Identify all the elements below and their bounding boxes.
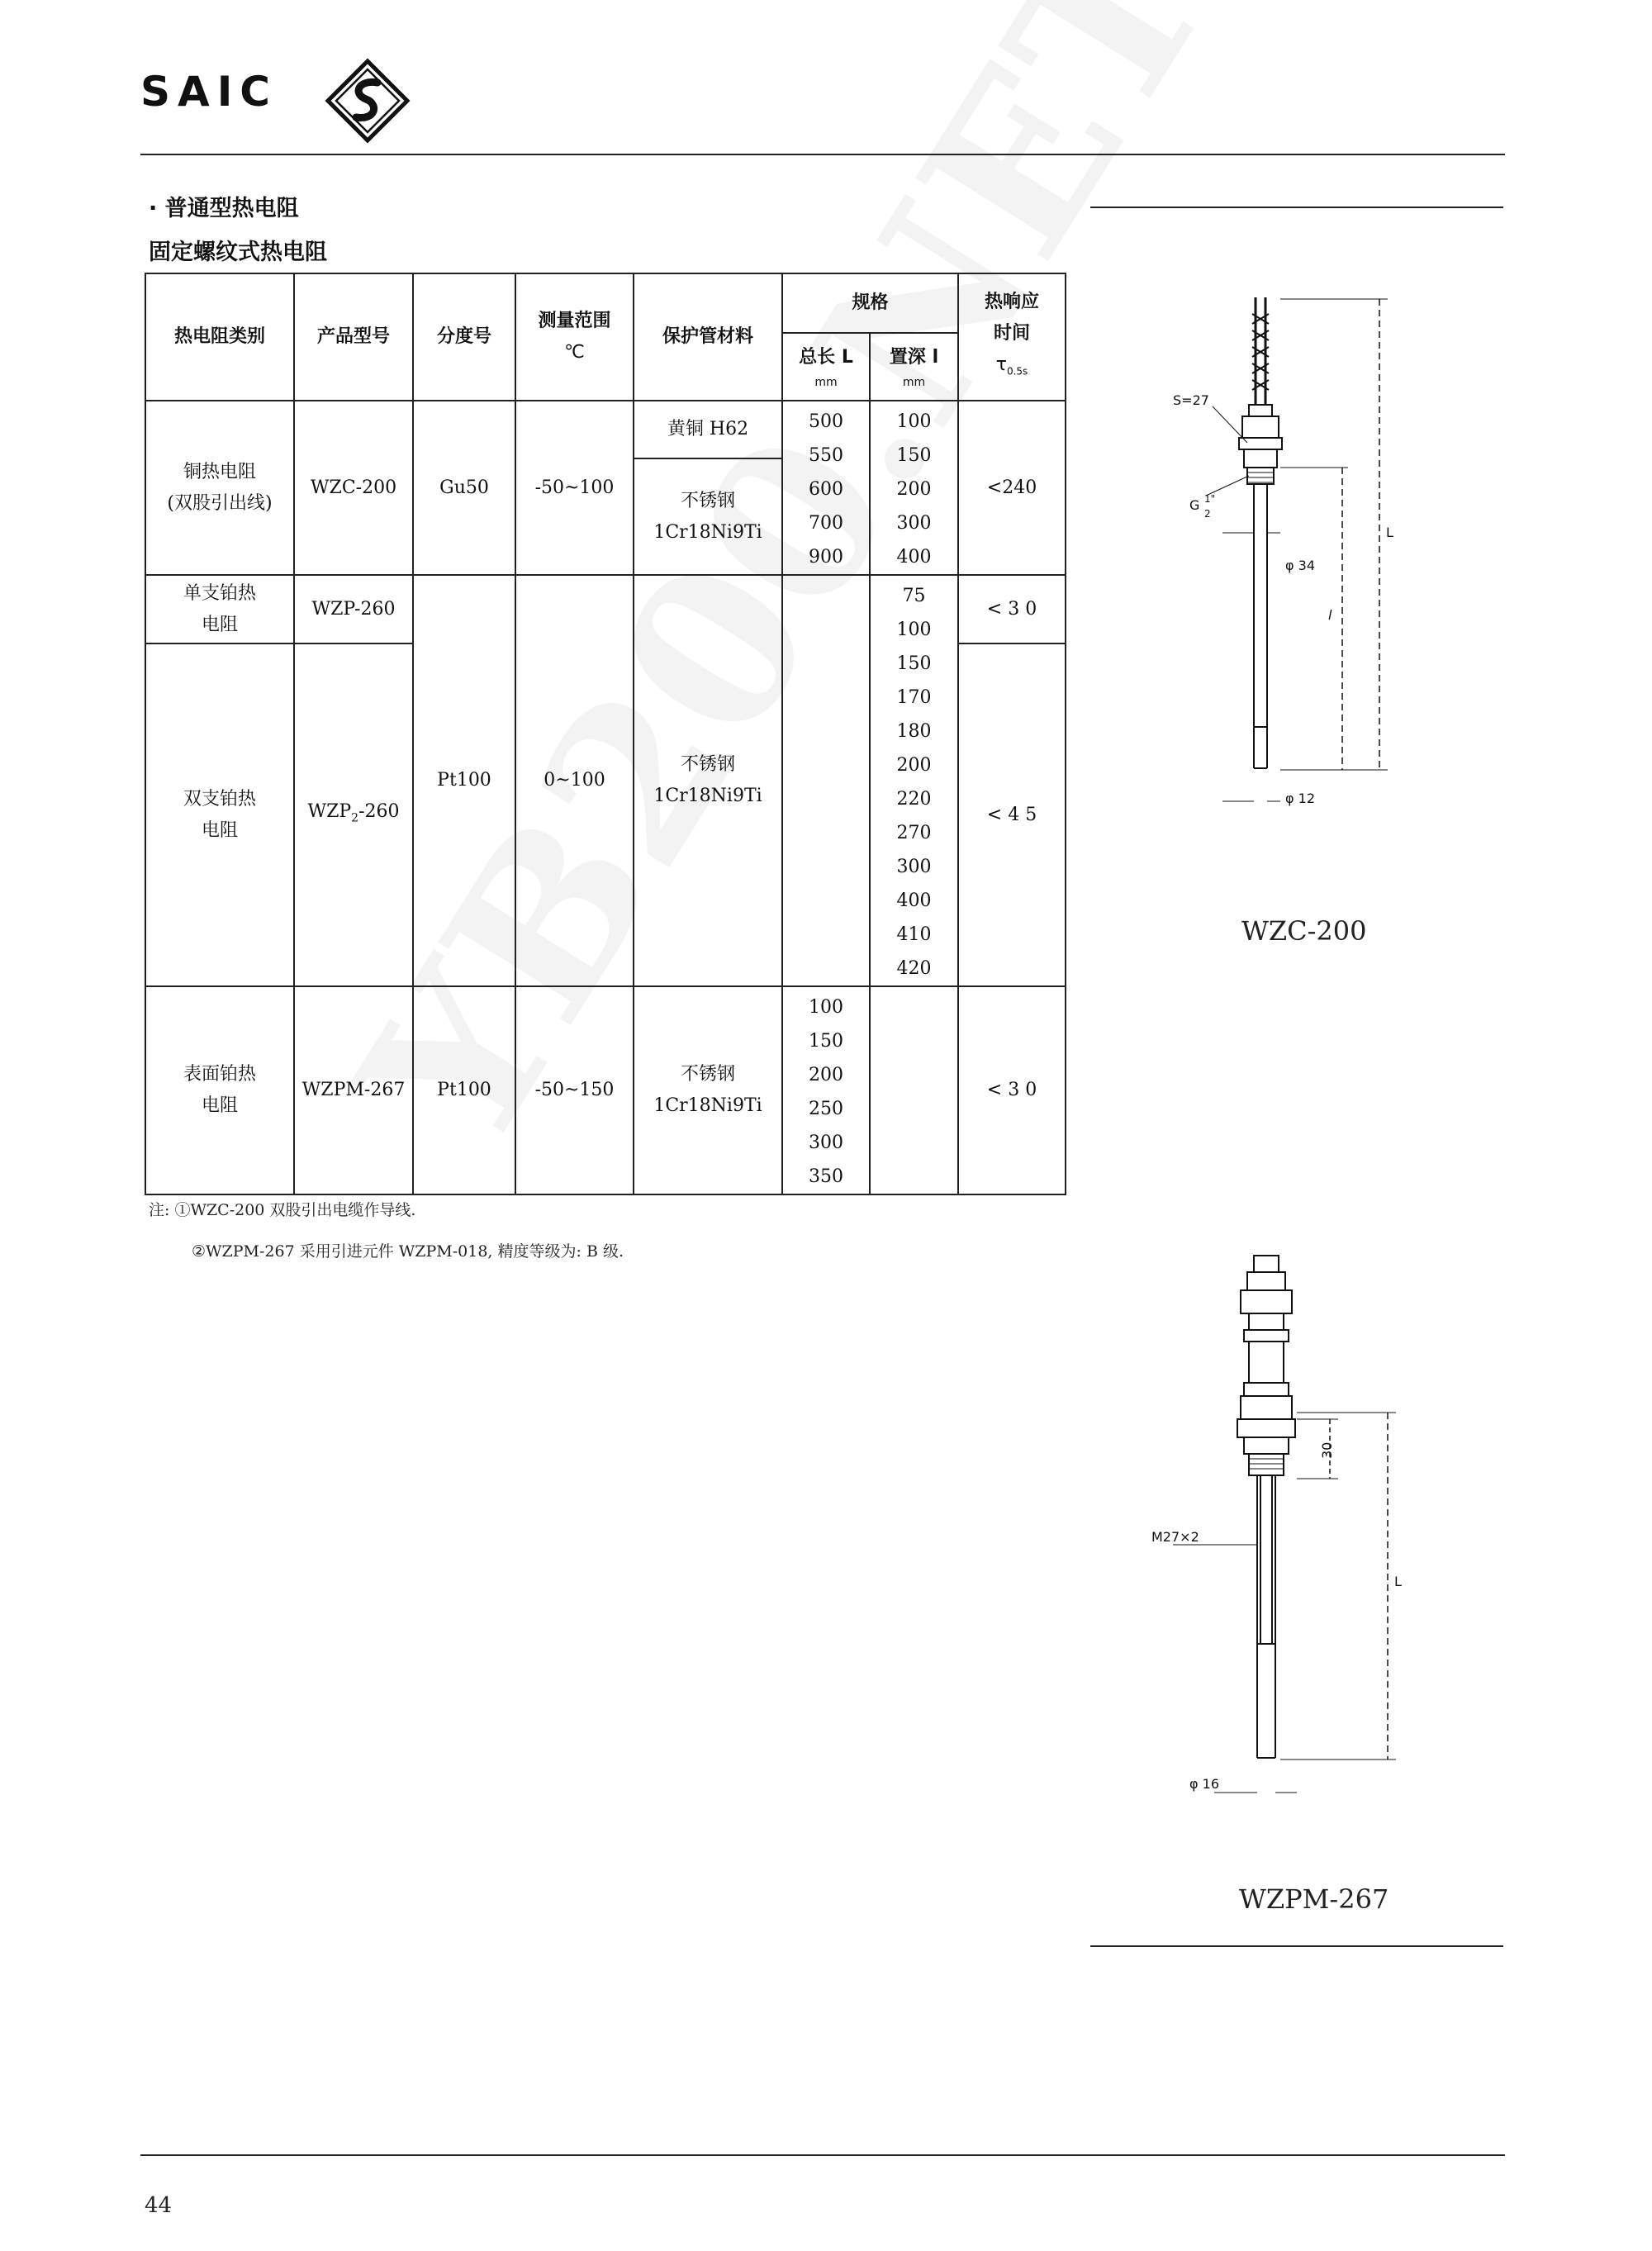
wzpm-thread-label: M27×2 bbox=[1151, 1529, 1199, 1545]
wzpm-material bbox=[634, 986, 782, 1194]
wzp2-model-suffix: -260 bbox=[358, 800, 400, 822]
subcategory-title: 固定螺纹式热电阻 bbox=[149, 240, 327, 265]
wzc-material-a: 黄铜 H62 bbox=[634, 401, 782, 458]
list-item: 500 bbox=[809, 411, 843, 432]
header-depth-label: 置深 l bbox=[889, 347, 939, 368]
header-response-sub: 0.5s bbox=[1006, 365, 1028, 378]
wzc-material-b-line1: 不锈钢 bbox=[680, 490, 735, 511]
platinum-range: 0~100 bbox=[515, 575, 634, 986]
table-row bbox=[145, 401, 1066, 458]
header-range-label: 测量范围 bbox=[538, 311, 611, 331]
list-item: 400 bbox=[896, 890, 932, 911]
category-title: · 普通型热电阻 bbox=[149, 196, 299, 221]
wzc200-caption: WZC-200 bbox=[1241, 915, 1367, 947]
wzc-thread-g-label: G bbox=[1189, 497, 1200, 513]
wzpm-30-label: 30 bbox=[1319, 1441, 1335, 1459]
wzc-model: WZC-200 bbox=[294, 401, 413, 575]
note-1: 注: ①WZC-200 双股引出电缆作导线. bbox=[149, 1201, 416, 1219]
list-item: 700 bbox=[809, 513, 843, 534]
wzpm-response: < 3 0 bbox=[958, 986, 1066, 1194]
header-rule bbox=[140, 154, 1505, 155]
list-item: 350 bbox=[809, 1166, 843, 1187]
footer-rule bbox=[140, 2154, 1505, 2156]
wzpm-type-line2: 电阻 bbox=[201, 1095, 238, 1116]
wzc-lengths bbox=[782, 401, 870, 575]
header-response bbox=[958, 273, 1066, 401]
header-type: 热电阻类别 bbox=[145, 273, 294, 401]
wzp2-type-line2: 电阻 bbox=[201, 819, 238, 841]
platinum-material-line1: 不锈钢 bbox=[680, 754, 735, 775]
wzpm-L-label: L bbox=[1394, 1574, 1402, 1589]
list-item: 200 bbox=[809, 1065, 843, 1085]
wzp-type bbox=[145, 575, 294, 643]
header-range-unit: ℃ bbox=[564, 342, 585, 363]
wzp-response: < 3 0 bbox=[958, 575, 1066, 643]
table-row bbox=[145, 575, 1066, 643]
header-response-line1: 热响应 bbox=[985, 292, 1040, 313]
wzpm267-drawing bbox=[1140, 1247, 1412, 1817]
table-row bbox=[145, 986, 1066, 1194]
wzc-response: <240 bbox=[958, 401, 1066, 575]
list-item: 400 bbox=[896, 547, 932, 567]
list-item: 100 bbox=[896, 620, 932, 640]
header-row bbox=[145, 273, 1066, 333]
wzpm-model: WZPM-267 bbox=[294, 986, 413, 1194]
header-grade: 分度号 bbox=[413, 273, 515, 401]
wzpm-lengths bbox=[782, 986, 870, 1194]
header-length bbox=[782, 333, 870, 401]
wzp-type-line2: 电阻 bbox=[201, 614, 238, 635]
wzc-type bbox=[145, 401, 294, 575]
wzc-thread-den-label: 2 bbox=[1204, 508, 1211, 520]
wzc-d34-label: φ 34 bbox=[1285, 558, 1315, 573]
header-spec: 规格 bbox=[782, 273, 958, 333]
platinum-length-empty bbox=[782, 575, 870, 986]
list-item: 200 bbox=[896, 755, 932, 776]
note-2: ②WZPM-267 采用引进元件 WZPM-018, 精度等级为: B 级. bbox=[192, 1242, 624, 1261]
wzp-type-line1: 单支铂热 bbox=[183, 582, 256, 604]
list-item: 150 bbox=[896, 445, 932, 466]
list-item: 600 bbox=[809, 479, 843, 500]
wzc-type-line1: 铜热电阻 bbox=[183, 461, 256, 482]
header-material: 保护管材料 bbox=[634, 273, 782, 401]
page-number: 44 bbox=[145, 2193, 173, 2218]
header-response-line2: 时间 bbox=[994, 323, 1031, 344]
header-length-label: 总长 L bbox=[799, 347, 853, 368]
wzc200-drawing bbox=[1156, 281, 1404, 843]
wzc-material-b-line2: 1Cr18Ni9Ti bbox=[653, 521, 762, 543]
platinum-grade: Pt100 bbox=[413, 575, 515, 986]
wzp2-type-line1: 双支铂热 bbox=[183, 788, 256, 810]
platinum-material bbox=[634, 575, 782, 986]
wzp2-model bbox=[294, 643, 413, 986]
saic-logo-icon bbox=[325, 58, 411, 144]
list-item: 200 bbox=[896, 479, 932, 500]
list-item: 410 bbox=[896, 924, 932, 945]
list-item: 180 bbox=[896, 721, 932, 742]
wzpm-type-line1: 表面铂热 bbox=[183, 1064, 256, 1085]
wzc-L-label: L bbox=[1386, 525, 1393, 540]
header-range bbox=[515, 273, 634, 401]
wzc-type-line2: (双股引出线) bbox=[167, 492, 273, 514]
wzc-thread-num-label: 1" bbox=[1204, 493, 1216, 505]
brand-logo-text: SAIC bbox=[140, 68, 278, 116]
wzc-grade: Gu50 bbox=[413, 401, 515, 575]
list-item: 300 bbox=[896, 857, 932, 877]
list-item: 300 bbox=[809, 1133, 843, 1153]
wzp2-type bbox=[145, 643, 294, 986]
header-depth-unit: mm bbox=[902, 376, 926, 389]
header-response-symbol-wrap bbox=[964, 349, 1060, 387]
wzpm267-caption: WZPM-267 bbox=[1239, 1883, 1389, 1915]
spec-table bbox=[145, 273, 1066, 1195]
list-item: 150 bbox=[809, 1031, 843, 1052]
wzpm-depth-empty bbox=[870, 986, 958, 1194]
wzpm-d16-label: φ 16 bbox=[1189, 1776, 1219, 1792]
right-column-top-rule bbox=[1090, 207, 1503, 208]
list-item: 900 bbox=[809, 547, 843, 567]
list-item: 150 bbox=[896, 653, 932, 674]
wzp-model: WZP-260 bbox=[294, 575, 413, 643]
wzpm-grade: Pt100 bbox=[413, 986, 515, 1194]
wzc-l-label: l bbox=[1328, 607, 1332, 623]
wzp2-model-base: WZP bbox=[307, 800, 352, 822]
platinum-material-line2: 1Cr18Ni9Ti bbox=[653, 786, 762, 806]
wzpm-material-line1: 不锈钢 bbox=[680, 1064, 735, 1085]
wzc-hex-label: S=27 bbox=[1173, 392, 1209, 408]
platinum-depths bbox=[870, 575, 958, 986]
list-item: 420 bbox=[896, 958, 932, 979]
header-length-unit: mm bbox=[814, 376, 838, 389]
list-item: 100 bbox=[809, 997, 843, 1018]
header-response-symbol: τ bbox=[995, 354, 1007, 376]
list-item: 270 bbox=[896, 823, 932, 843]
header-depth bbox=[870, 333, 958, 401]
wzp2-model-sub: 2 bbox=[351, 811, 359, 825]
list-item: 300 bbox=[896, 513, 932, 534]
right-column-bottom-rule bbox=[1090, 1945, 1503, 1947]
wzpm-type bbox=[145, 986, 294, 1194]
wzpm-range: -50~150 bbox=[515, 986, 634, 1194]
list-item: 550 bbox=[809, 445, 843, 466]
list-item: 100 bbox=[896, 411, 932, 432]
header-model: 产品型号 bbox=[294, 273, 413, 401]
list-item: 250 bbox=[809, 1099, 843, 1119]
wzpm-material-line2: 1Cr18Ni9Ti bbox=[653, 1095, 762, 1116]
wzc-material-b bbox=[634, 458, 782, 575]
list-item: 75 bbox=[902, 586, 926, 606]
list-item: 220 bbox=[896, 789, 932, 810]
wzp2-response: < 4 5 bbox=[958, 643, 1066, 986]
wzc-range: -50~100 bbox=[515, 401, 634, 575]
wzc-depths bbox=[870, 401, 958, 575]
list-item: 170 bbox=[896, 687, 932, 708]
wzc-d12-label: φ 12 bbox=[1285, 791, 1315, 806]
